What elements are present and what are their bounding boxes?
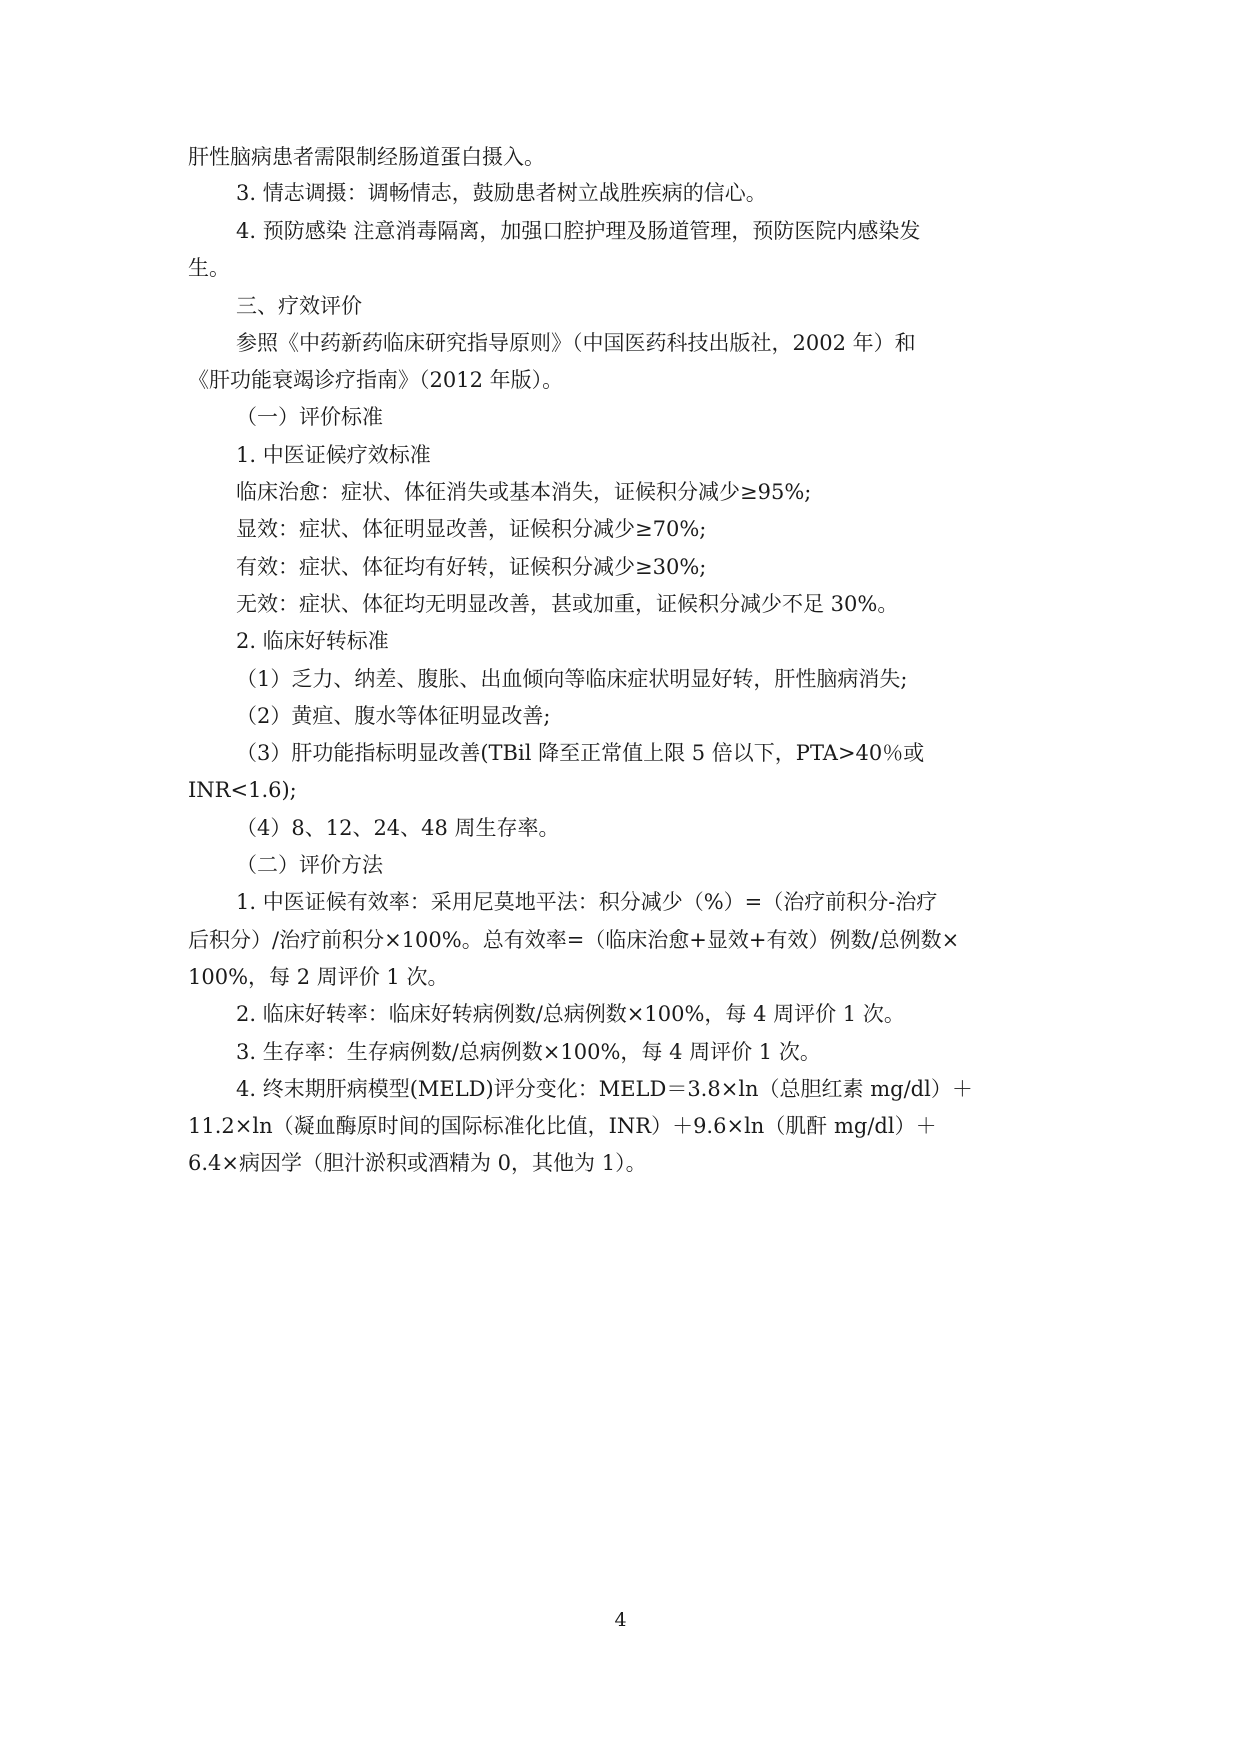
paragraph-line: 11.2×ln（凝血酶原时间的国际标准化比值，INR）＋9.6×ln（肌酐 mg/dl）＋ <box>188 1114 937 1138</box>
paragraph-line: 肝性脑病患者需限制经肠道蛋白摄入。 <box>188 145 545 169</box>
paragraph-line: 临床治愈：症状、体征消失或基本消失，证候积分减少≥95%; <box>236 480 812 504</box>
subsection-heading: （二）评价方法 <box>236 853 383 877</box>
paragraph-line: 无效：症状、体征均无明显改善，甚或加重，证候积分减少不足 30%。 <box>236 592 899 616</box>
page-number: 4 <box>614 1609 627 1631</box>
paragraph-line: 3. 情志调摄：调畅情志，鼓励患者树立战胜疾病的信心。 <box>236 181 767 205</box>
paragraph-line: 4. 终末期肝病模型(MELD)评分变化：MELD＝3.8×ln（总胆红素 mg/dl）＋ <box>236 1077 973 1101</box>
paragraph-line: （2）黄疸、腹水等体征明显改善; <box>236 704 551 728</box>
paragraph-line: 后积分）/治疗前积分×100%。总有效率=（临床治愈+显效+有效）例数/总例数× <box>188 928 960 952</box>
section-heading: 三、疗效评价 <box>236 294 362 318</box>
paragraph-line: 生。 <box>188 256 230 280</box>
subsection-heading: （一）评价标准 <box>236 405 383 429</box>
paragraph-line: 4. 预防感染 注意消毒隔离，加强口腔护理及肠道管理，预防医院内感染发 <box>236 219 921 243</box>
paragraph-line: 2. 临床好转标准 <box>236 629 389 653</box>
paragraph-line: 1. 中医证候有效率：采用尼莫地平法：积分减少（%）=（治疗前积分-治疗 <box>236 890 938 914</box>
paragraph-line: 1. 中医证候疗效标准 <box>236 443 431 467</box>
paragraph-line: 6.4×病因学（胆汁淤积或酒精为 0，其他为 1）。 <box>188 1151 647 1175</box>
paragraph-line: 有效：症状、体征均有好转，证候积分减少≥30%; <box>236 555 707 579</box>
paragraph-line: 2. 临床好转率：临床好转病例数/总病例数×100%，每 4 周评价 1 次。 <box>236 1002 905 1026</box>
paragraph-line: （3）肝功能指标明显改善(TBil 降至正常值上限 5 倍以下，PTA>40％或 <box>236 741 925 765</box>
paragraph-line: 参照《中药新药临床研究指导原则》（中国医药科技出版社，2002 年）和 <box>236 331 916 355</box>
paragraph-line: （4）8、12、24、48 周生存率。 <box>236 816 560 840</box>
paragraph-line: INR<1.6); <box>188 778 297 802</box>
paragraph-line: 100%，每 2 周评价 1 次。 <box>188 965 449 989</box>
paragraph-line: 显效：症状、体征明显改善，证候积分减少≥70%; <box>236 517 707 541</box>
paragraph-line: （1）乏力、纳差、腹胀、出血倾向等临床症状明显好转，肝性脑病消失; <box>236 667 908 691</box>
paragraph-line: 《肝功能衰竭诊疗指南》（2012 年版）。 <box>188 368 564 392</box>
paragraph-line: 3. 生存率：生存病例数/总病例数×100%，每 4 周评价 1 次。 <box>236 1040 821 1064</box>
